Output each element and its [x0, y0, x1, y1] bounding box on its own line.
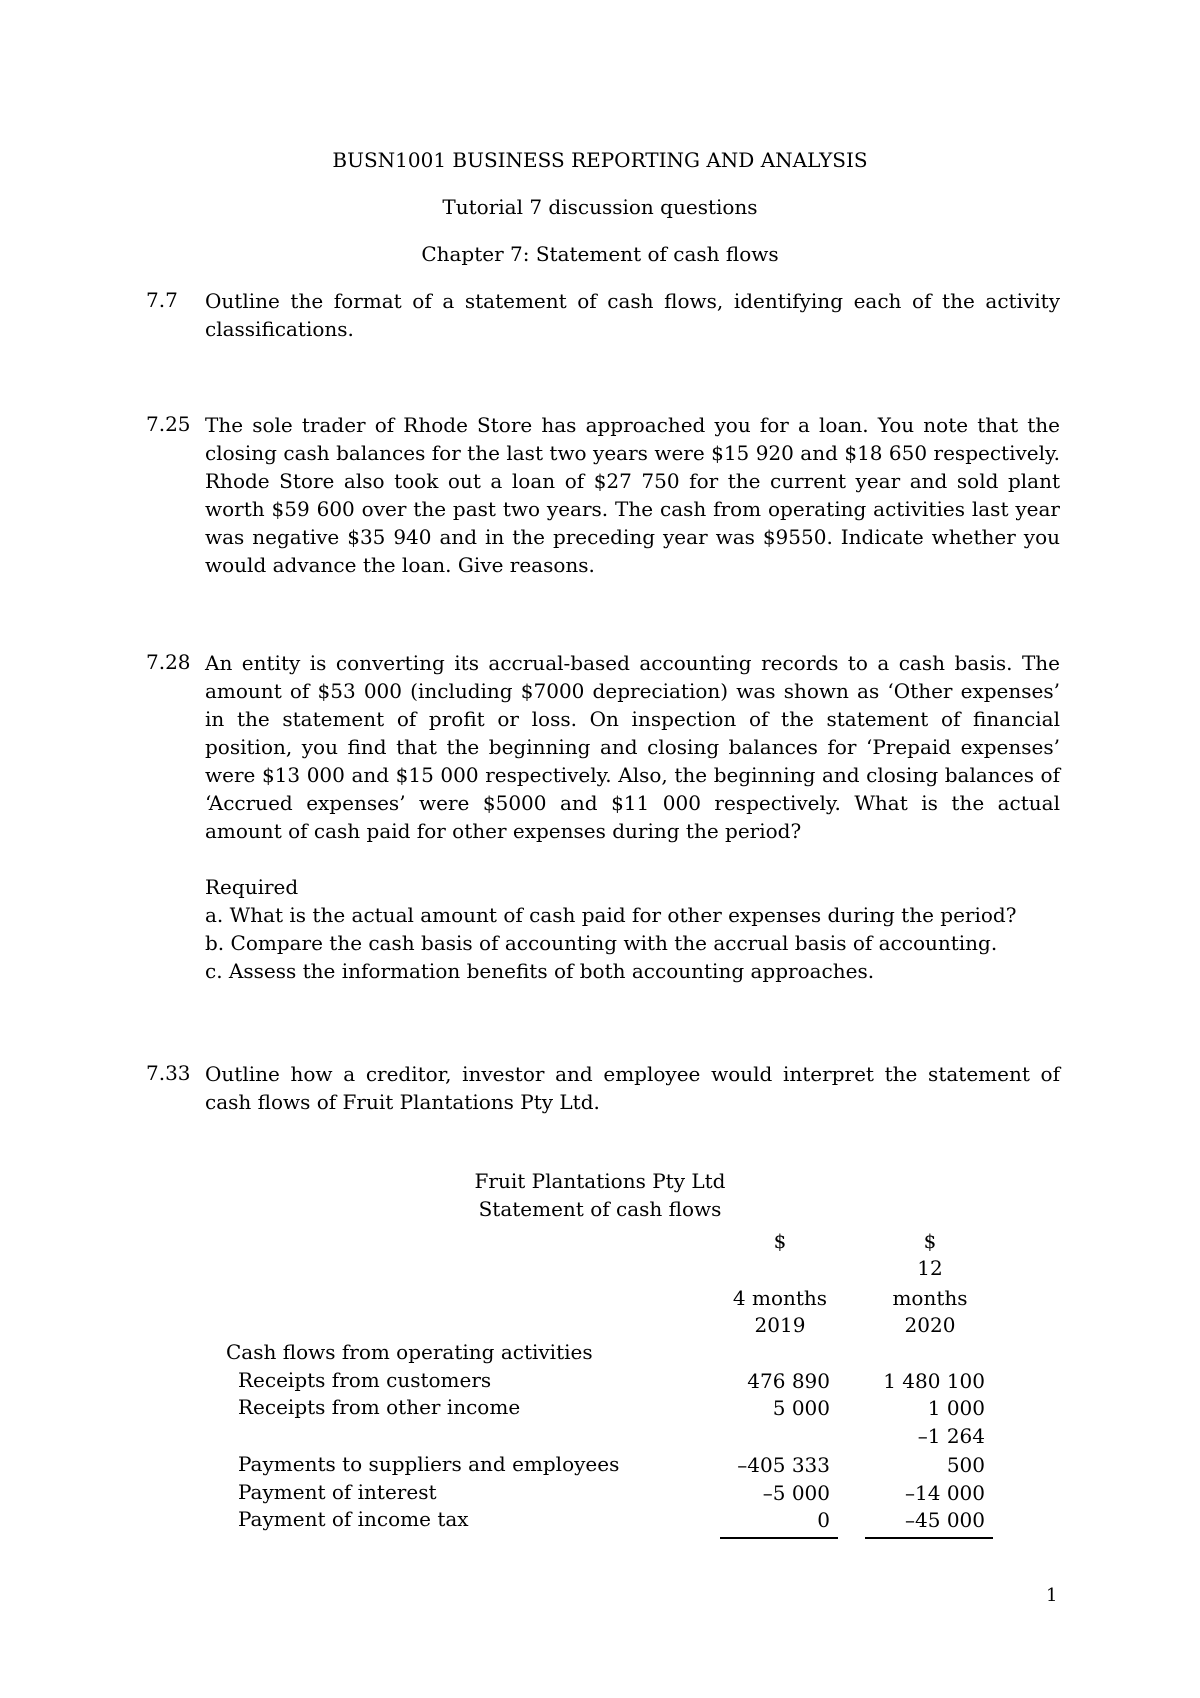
- course-title: BUSN1001 BUSINESS REPORTING AND ANALYSIS: [332, 148, 868, 172]
- question-number: 7.25: [146, 412, 191, 436]
- row-label: Payment of interest: [238, 1480, 437, 1504]
- col1-year: 2019: [754, 1313, 806, 1337]
- col2-period: 12: [917, 1256, 943, 1280]
- row-value-2020: 500: [946, 1453, 985, 1477]
- statement-company: Fruit Plantations Pty Ltd: [474, 1169, 726, 1193]
- statement-title: Statement of cash flows: [478, 1197, 722, 1221]
- subtotal-underline: [865, 1537, 993, 1539]
- row-label: Payments to suppliers and employees: [238, 1452, 620, 1476]
- subtotal-underline: [720, 1537, 838, 1539]
- row-label: Receipts from other income: [238, 1395, 521, 1419]
- question-number: 7.7: [146, 288, 178, 312]
- row-value-2019: 476 890: [747, 1369, 830, 1393]
- row-value-2020: –14 000: [905, 1481, 985, 1505]
- row-value-2019: –405 333: [737, 1453, 830, 1477]
- required-item: a. What is the actual amount of cash paid for other expenses during the period?: [205, 903, 1017, 927]
- question-number: 7.28: [146, 650, 191, 674]
- tutorial-title: Tutorial 7 discussion questions: [442, 195, 758, 219]
- row-value-2019: 0: [817, 1508, 830, 1532]
- row-value-2020: 1 480 100: [883, 1369, 985, 1393]
- question-number: 7.33: [146, 1061, 191, 1085]
- question-text: The sole trader of Rhode Store has approached you for a loan. You note that the closing cash balances for the last two years were $15 920 and $18 650 respectively. Rhode Store also took out a loan of $27 750 for the current year and sold plant worth $59 600 over the past two years. The cash from operating activities last year was negative $35 940 and in the preceding year was $9550. Indicate whether you would advance the loan. Give reasons.: [205, 413, 1060, 577]
- col1-period: 4 months: [732, 1286, 828, 1310]
- col1-currency: $: [773, 1229, 787, 1253]
- row-value-2019: –5 000: [762, 1481, 830, 1505]
- col2-year: 2020: [904, 1313, 956, 1337]
- required-block: [205, 873, 1105, 985]
- row-label: Receipts from customers: [238, 1368, 492, 1392]
- row-value-2020: –45 000: [905, 1508, 985, 1532]
- section-heading: Cash flows from operating activities: [226, 1340, 593, 1364]
- row-value-2020: 1 000: [927, 1396, 985, 1420]
- required-item: b. Compare the cash basis of accounting with the accrual basis of accounting.: [205, 931, 998, 955]
- col2-currency: $: [923, 1229, 937, 1253]
- row-value-2019: 5 000: [772, 1396, 830, 1420]
- question-text: Outline how a creditor, investor and employee would interpret the statement of cash flows of Fruit Plantations Pty Ltd.: [205, 1062, 1060, 1114]
- col2-period: months: [892, 1286, 968, 1310]
- row-label: Payment of income tax: [238, 1507, 469, 1531]
- required-title: Required: [205, 875, 299, 899]
- chapter-title: Chapter 7: Statement of cash flows: [421, 242, 779, 266]
- row-value-2020: –1 264: [917, 1424, 985, 1448]
- page-number: 1: [1046, 1585, 1058, 1606]
- question-text: An entity is converting its accrual-based accounting records to a cash basis. The amount of $53 000 (including $7000 depreciation) was shown as ‘Other expenses’ in the statement of profit or loss. On inspection of the statement of financial position, you find that the beginning and closing balances for ‘Prepaid expenses’ were $13 000 and $15 000 respectively. Also, the beginning and closing balances of ‘Accrued expenses’ were $5000 and $11 000 respectively. What is the actual amount of cash paid for other expenses during the period?: [205, 651, 1060, 843]
- question-text: Outline the format of a statement of cash flows, identifying each of the activity classifications.: [205, 289, 1060, 341]
- required-item: c. Assess the information benefits of both accounting approaches.: [205, 959, 875, 983]
